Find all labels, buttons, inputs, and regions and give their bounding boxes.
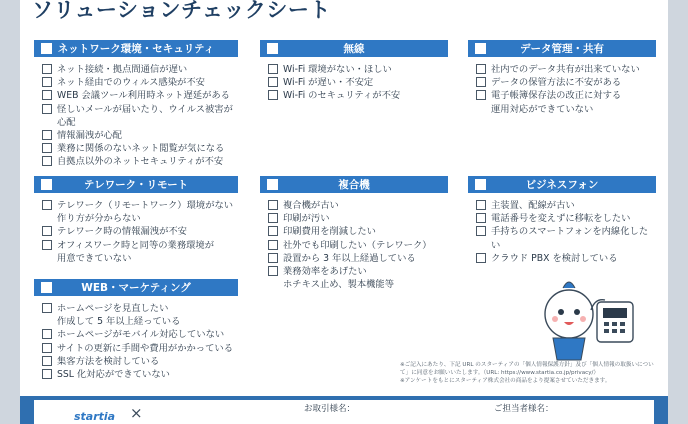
section-wireless-title: 無線	[343, 43, 365, 55]
item-label: Wi-Fi のセキュリティが不安	[283, 90, 401, 102]
checkbox[interactable]	[268, 77, 278, 87]
item-label: 怪しいメールが届いたり、ウイルス被害が心配	[57, 103, 233, 128]
checkbox[interactable]	[476, 226, 486, 236]
section-data	[468, 40, 656, 116]
checkbox[interactable]	[42, 329, 52, 339]
list-item	[34, 103, 238, 129]
list-item	[34, 89, 238, 102]
list-item	[468, 89, 656, 115]
section-network-list	[34, 57, 238, 169]
checkbox[interactable]	[268, 240, 278, 250]
section-mfp-header	[260, 176, 448, 193]
list-item	[260, 76, 448, 89]
checkbox[interactable]	[42, 369, 52, 379]
checkbox[interactable]	[476, 253, 486, 263]
section-wireless-checkbox[interactable]	[267, 43, 278, 54]
list-item	[34, 225, 238, 238]
section-wireless	[260, 40, 448, 103]
list-item	[260, 63, 448, 76]
mascot-illustration	[535, 262, 645, 362]
section-mfp-checkbox[interactable]	[267, 179, 278, 190]
section-wireless-header	[260, 40, 448, 57]
list-item	[468, 76, 656, 89]
checkbox[interactable]	[42, 130, 52, 140]
footnote-line-2: ※アンケートをもとにスターティア株式会社の商品をより提案させていただきます。	[400, 378, 611, 385]
item-label: 電子帳簿保存法の改正に対する 運用対応ができていない	[491, 90, 622, 115]
checkbox[interactable]	[268, 266, 278, 276]
list-item	[34, 368, 238, 381]
list-item	[468, 225, 656, 251]
checkbox[interactable]	[42, 77, 52, 87]
section-wireless-list	[260, 57, 448, 103]
list-item	[260, 225, 448, 238]
list-item	[260, 265, 448, 291]
checkbox[interactable]	[268, 200, 278, 210]
item-label: ホームページを見直したい 作成して 5 年以上経っている	[57, 303, 181, 328]
checkbox[interactable]	[42, 156, 52, 166]
section-mfp-list	[260, 193, 448, 291]
startia-logo: startia	[74, 410, 116, 423]
section-network-header	[34, 40, 238, 57]
list-item	[260, 239, 448, 252]
section-web	[34, 279, 238, 381]
section-data-list	[468, 57, 656, 116]
section-phone-header	[468, 176, 656, 193]
list-item	[34, 63, 238, 76]
item-label: 電話番号を変えずに移転をしたい	[491, 213, 631, 225]
section-network	[34, 40, 238, 169]
section-network-title: ネットワーク環境・セキュリティ	[57, 43, 215, 55]
checkbox[interactable]	[268, 64, 278, 74]
list-item	[34, 76, 238, 89]
item-label: 社外でも印刷したい（テレワーク）	[283, 239, 432, 251]
list-item	[34, 129, 238, 142]
item-label: 集客方法を検討している	[57, 355, 160, 367]
section-mfp	[260, 176, 448, 291]
checkbox[interactable]	[268, 90, 278, 100]
list-item	[34, 328, 238, 341]
staff-name-label: ご担当者様名：	[494, 404, 554, 414]
checkbox[interactable]	[476, 200, 486, 210]
item-label: 主装置、配線が古い	[491, 200, 575, 211]
list-item	[34, 155, 238, 168]
section-telework-list	[34, 193, 238, 265]
section-web-header	[34, 279, 238, 296]
cross-mark: ×	[130, 404, 143, 422]
list-item	[34, 199, 238, 225]
checkbox[interactable]	[476, 90, 486, 100]
section-phone	[468, 176, 656, 265]
footer	[20, 396, 668, 424]
list-item	[34, 302, 238, 328]
checkbox[interactable]	[476, 77, 486, 87]
list-item	[34, 142, 238, 155]
item-label: 業務効率をあげたい ホチキス止め、製本機能等	[283, 266, 395, 291]
checkbox[interactable]	[42, 200, 52, 210]
item-label: WEB 会議ツール利用時ネット遅延がある	[57, 90, 230, 102]
list-item	[468, 199, 656, 212]
section-network-checkbox[interactable]	[41, 43, 52, 54]
checkbox[interactable]	[476, 64, 486, 74]
list-item	[34, 355, 238, 368]
section-web-list	[34, 296, 238, 381]
section-mfp-title: 複合機	[338, 179, 370, 191]
item-label: クラウド PBX を検討している	[491, 252, 618, 264]
checkbox[interactable]	[42, 240, 52, 250]
list-item	[260, 212, 448, 225]
section-telework-title: テレワーク・リモート	[83, 179, 189, 191]
item-label: 複合機が古い	[283, 200, 339, 211]
item-label: ホームページがモバイル対応していない	[57, 329, 225, 341]
section-telework-checkbox[interactable]	[41, 179, 52, 190]
item-label: 情報漏洩が心配	[57, 130, 123, 142]
checkbox[interactable]	[42, 90, 52, 100]
list-item	[34, 342, 238, 355]
item-label: データの保管方法に不安がある	[491, 77, 622, 89]
checkbox[interactable]	[42, 343, 52, 353]
footnote	[400, 361, 662, 386]
page-title: ソリューションチェックシート	[32, 0, 331, 22]
item-label: 自拠点以外のネットセキュリティが不安	[57, 156, 224, 168]
checkbox[interactable]	[42, 104, 52, 114]
list-item	[260, 199, 448, 212]
item-label: 印刷費用を削減したい	[283, 226, 376, 238]
item-label: ネット経由でのウィルス感染が不安	[57, 77, 205, 89]
footnote-line-1: ※ご記入にあたり、下記 URL のスターティアの「個人情報保護方針」及び「個人情報の取扱いについて」に同意をお願いいたします。（URL: https://www.startia.co.jp/privacy/）	[400, 362, 654, 377]
section-data-title: データ管理・共有	[520, 43, 604, 55]
item-label: 業務に関係のないネット閲覧が気になる	[57, 143, 225, 155]
list-item	[260, 89, 448, 102]
item-label: 設置から 3 年以上経過している	[283, 252, 416, 264]
checkbox[interactable]	[268, 213, 278, 223]
item-label: オフィスワーク時と同等の業務環境が 用意できていない	[57, 239, 215, 264]
section-web-title: WEB・マーケティング	[81, 282, 191, 294]
checkbox[interactable]	[268, 226, 278, 236]
item-label: 社内でのデータ共有が出来ていない	[491, 64, 640, 75]
section-telework	[34, 176, 238, 265]
section-web-checkbox[interactable]	[41, 282, 52, 293]
checkbox[interactable]	[42, 356, 52, 366]
item-label: テレワーク時の情報漏洩が不安	[57, 226, 187, 238]
item-label: ネット接続・拠点間通信が遅い	[57, 64, 188, 75]
list-item	[468, 212, 656, 225]
item-label: Wi-Fi が遅い・不安定	[283, 77, 374, 89]
checkbox[interactable]	[42, 303, 52, 313]
item-label: サイトの更新に手間や費用がかかっている	[57, 342, 233, 354]
item-label: Wi-Fi 環境がない・ほしい	[283, 64, 392, 75]
list-item	[468, 63, 656, 76]
section-data-header	[468, 40, 656, 57]
check-sheet-page	[20, 0, 668, 424]
customer-name-label: お取引様名：	[304, 404, 356, 414]
section-phone-list	[468, 193, 656, 265]
footer-panel	[34, 400, 654, 424]
checkbox[interactable]	[42, 226, 52, 236]
item-label: SSL 化対応ができていない	[57, 369, 170, 381]
section-data-checkbox[interactable]	[475, 43, 486, 54]
checkbox[interactable]	[42, 143, 52, 153]
item-label: 手持ちのスマートフォンを内線化したい	[491, 226, 649, 251]
checkbox[interactable]	[476, 213, 486, 223]
list-item	[260, 252, 448, 265]
section-phone-title: ビジネスフォン	[525, 179, 599, 191]
checkbox[interactable]	[268, 253, 278, 263]
item-label: テレワーク（リモートワーク）環境がない 作り方が分からない	[57, 200, 234, 225]
section-telework-header	[34, 176, 238, 193]
list-item	[34, 239, 238, 265]
item-label: 印刷が汚い	[283, 213, 330, 225]
checkbox[interactable]	[42, 64, 52, 74]
section-phone-checkbox[interactable]	[475, 179, 486, 190]
